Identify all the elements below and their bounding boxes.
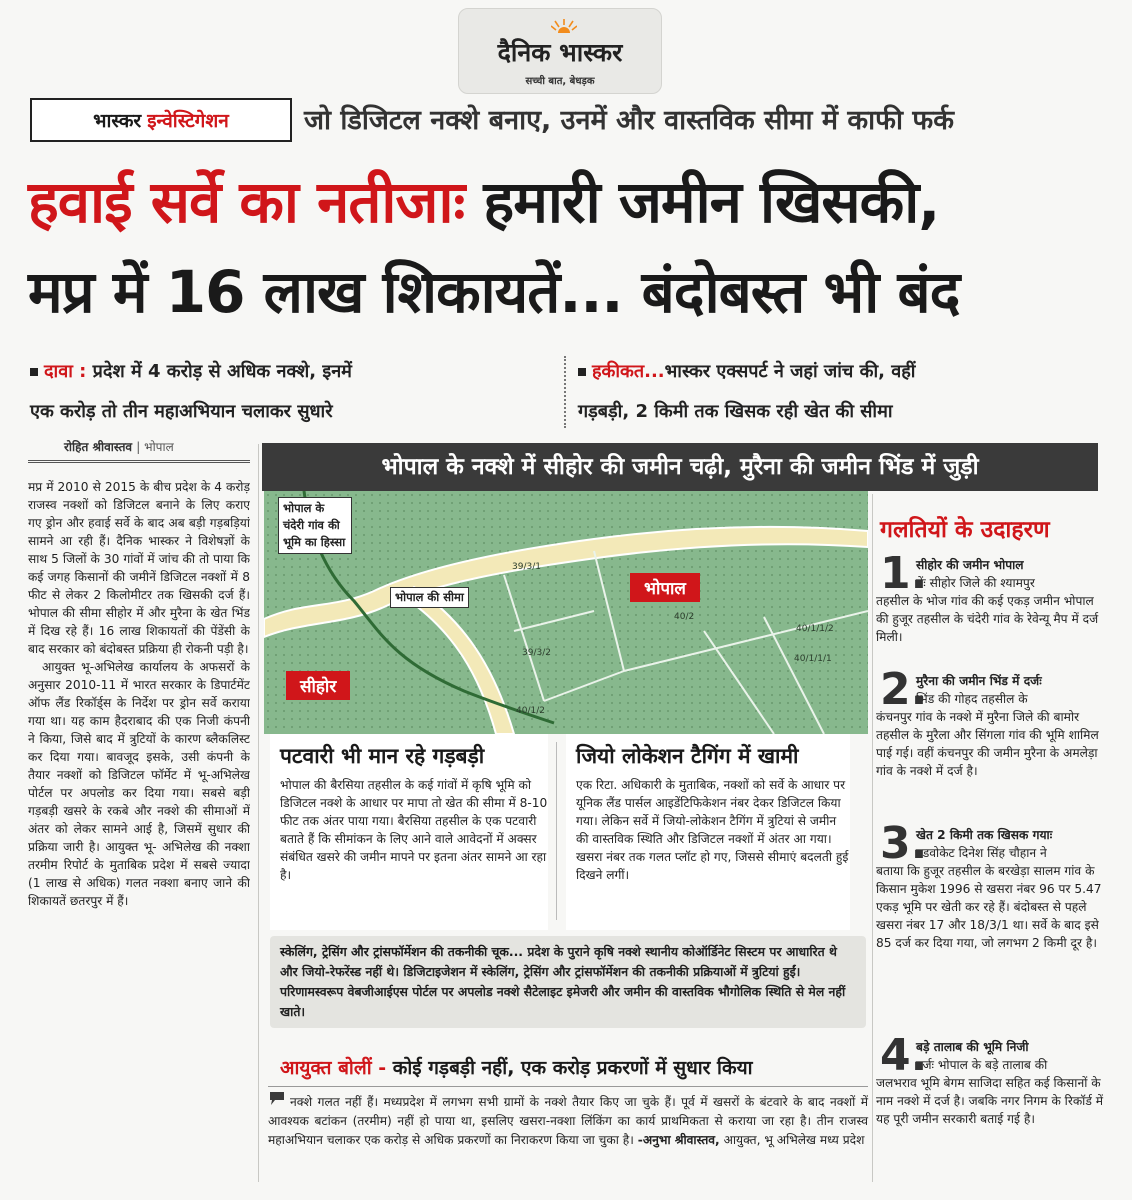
technical-body: प्रदेश के पुराने कृषि नक्शे स्थानीय कोऑर्डिनेट सिस्टम पर आधारित थे और जियो-रेफरेंस्ड नहीं थे। डिजिटाइजेशन में स्केलिंग, ट्रेसिंग और ट्रांसफॉर्मेशन की तकनीकी प्रक्रियाओं में त्रुटियां हुईं। परिणामस्वरूप वेबजीआईएस पोर्टल पर अपलोड नक्शे सैटेलाइट इमेजरी और जमीन की वास्तविक भौगोलिक स्थिति से मेल नहीं खाते। bbox=[280, 944, 846, 1019]
section-label-red: इन्वेस्टिगेशन bbox=[147, 110, 229, 132]
plot-number: 40/1/1/2 bbox=[796, 624, 834, 634]
boundary-callout: भोपाल की सीमा bbox=[390, 587, 469, 608]
error-example bbox=[876, 548, 1104, 646]
error-body: तहसील के भोज गांव की कई एकड़ जमीन भोपाल की हुजूर तहसील के चंदेरी गांव के रेवेन्यू मैप में दर्ज मिली। bbox=[876, 594, 1099, 644]
claim-block bbox=[30, 352, 560, 432]
bhopal-label: भोपाल bbox=[630, 573, 700, 602]
patwari-body: भोपाल की बैरसिया तहसील के कई गांवों में कृषि भूमि को डिजिटल नक्शे के आधार पर मापा तो खेत की सीमा में 8-10 फीट तक अंतर पाया गया। बैरसिया तहसील के एक पटवारी बताते हैं कि सीमांकन के लिए आने वाले आवेदनों में अक्सर संबंधित खसरे की जमीन मापने पर इतना अंतर सामने आ रहा है। bbox=[280, 778, 548, 882]
reality-line-2: गड़बड़ी, 2 किमी तक खिसक रही खेत की सीमा bbox=[578, 401, 893, 422]
commissioner-label: आयुक्त बोलीं - bbox=[280, 1057, 387, 1079]
box-divider bbox=[556, 742, 557, 920]
byline-author: रोहित श्रीवास्तव bbox=[64, 440, 133, 454]
error-body: कंचनपुर गांव के नक्शे में मुरैना जिले की बामोर तहसील के मुरैला और सिंगला गांव की भूमि शामिल पाई गई। वहीं कंचनपुर की जमीन मुरैना के अमलेड़ा गांव के नक्शे में दर्ज है। bbox=[876, 710, 1099, 778]
headline-line-2: मप्र में 16 लाख शिकायतें... बंदोबस्त भी बंद bbox=[28, 258, 960, 326]
error-head: मुरैना की जमीन भिंड में दर्जः bbox=[916, 674, 1042, 688]
geo-body: एक रिटा. अधिकारी के मुताबिक, नक्शों को सर्वे के आधार पर यूनिक लैंड पार्सल आइडेंटिफिकेशन नंबर देकर डिजिटल किया गया। लेकिन सर्वे में जियो-लोकेशन टैगिंग में त्रुटियां से जमीन की वास्तविक स्थिति और डिजिटल नक्शों में अंतर आ गया। खसरा नंबर तक गलत प्लॉट हो गए, जिससे सीमाएं बदलती हुई दिखने लगीं। bbox=[576, 778, 849, 882]
patwari-title: पटवारी भी मान रहे गड़बड़ी bbox=[280, 744, 485, 768]
masthead bbox=[458, 8, 662, 94]
reality-line-1: भास्कर एक्सपर्ट ने जहां जांच की, वहीं bbox=[664, 361, 916, 382]
commissioner-body: नक्शे गलत नहीं हैं। मध्यप्रदेश में लगभग सभी ग्रामों के नक्शे तैयार किए जा चुके हैं। पूर्व में खसरों के बंटवारे के बाद नक्शों में आवश्यक बटांकन (तरमीम) नहीं हो पाया था, इसलिए खसरा-नक्शा लिंकिंग का कार्य प्राथमिकता से कराया जा रहा है। तीन राजस्व महाअभियान चलाकर एक करोड़ से अधिक प्रकरणों का निराकरण किया जा चुका है। bbox=[268, 1095, 868, 1147]
error-first-line: मेंः सीहोर जिले की श्यामपुर bbox=[916, 576, 1035, 590]
map-graphic bbox=[264, 491, 868, 734]
error-number: 2. bbox=[880, 664, 928, 715]
sun-logo-icon bbox=[551, 19, 577, 33]
error-number: 3. bbox=[880, 818, 928, 869]
error-head: बड़े तालाब की भूमि निजी bbox=[916, 1040, 1029, 1054]
error-body: बताया कि हुजूर तहसील के बरखेड़ा सालम गांव के किसान मुकेश 1996 से खसरा नंबर 96 पर 5.47 एकड़ भूमि पर खेती कर रहे हैं। बंदोबस्त से पहले खसरा नंबर 17 और 18/3/1 था। सर्वे के बाद इसे 85 दर्ज कर दिया गया, जो लगभग 2 किमी दूर है। bbox=[876, 864, 1102, 950]
headline-line-1 bbox=[28, 160, 939, 244]
village-callout: भोपाल के चंदेरी गांव की भूमि का हिस्सा bbox=[278, 497, 352, 554]
commissioner-rule bbox=[268, 1086, 868, 1087]
section-label-black: भास्कर bbox=[93, 110, 142, 132]
plot-number: 39/3/2 bbox=[522, 648, 551, 658]
kicker-text: जो डिजिटल नक्शे बनाए, उनमें और वास्तविक सीमा में काफी फर्क bbox=[304, 105, 954, 136]
story-paragraph: मप्र में 2010 से 2015 के बीच प्रदेश के 4 करोड़ राजस्व नक्शों को डिजिटल बनाने के लिए कराए गए ड्रोन और हवाई सर्वे के बाद अब बड़ी गड़बड़ियां सामने आ रही हैं। दैनिक भास्कर ने विशेषज्ञों के साथ 5 जिलों के 30 गांवों में जांच की तो पाया कि कई जगह किसानों की जमीनें डिजिटल नक्शों में 8 फीट से लेकर 2 किलोमीटर तक खिसकी दर्ज हैं। भोपाल की सीमा सीहोर में और मुरैना के खेत भिंड में दिख रहे हैं। 16 लाख शिकायतों की पेंडेंसी के बाद सरकार को बंदोबस्त प्रक्रिया ही रोकनी पड़ी है। bbox=[28, 480, 250, 656]
plot-number: 40/1/2 bbox=[516, 706, 545, 716]
plot-number: 40/1/1/1 bbox=[794, 654, 832, 664]
reality-block bbox=[578, 352, 1108, 432]
error-head: खेत 2 किमी तक खिसक गयाः bbox=[916, 828, 1053, 842]
column-divider bbox=[872, 494, 873, 1182]
brand-name: दैनिक भास्कर bbox=[497, 38, 623, 67]
story-paragraph: आयुक्त भू-अभिलेख कार्यालय के अफसरों के अनुसार 2010-11 में भारत सरकार के डिपार्टमेंट ऑफ लैंड रिकॉर्ड्स के निर्देश पर ड्रोन सर्वे कराया गया था। यह काम हैदराबाद की एक निजी कंपनी ने किया, जिसे बाद में त्रुटियों के कारण ब्लैकलिस्ट कर दिया गया। बावजूद इसके, उसी कंपनी के तैयार नक्शों को डिजिटल फॉर्मेट में भू-अभिलेख पोर्टल पर अपलोड कर दिया गया। सबसे बड़ी गड़बड़ी खसरे के रकबे और नक्शे की सीमाओं में अंतर को लेकर सामने आई है, जिसमें सुधार की प्रक्रिया जारी है। आयुक्त भू- अभिलेख की नक्शा तरमीम रिपोर्ट के मुताबिक प्रदेश में सबसे ज्यादा (1 लाख से अधिक) गलत नक्शा बनाए जाने की शिकायतें छतरपुर में हैं। bbox=[28, 660, 250, 908]
error-example bbox=[876, 818, 1104, 952]
plot-number: 39/3/1 bbox=[512, 562, 541, 572]
error-first-line: दर्जः भोपाल के बड़े तालाब की bbox=[916, 1058, 1048, 1072]
reality-label: हकीकत... bbox=[592, 361, 665, 382]
brand-tagline: सच्ची बात, बेधड़क bbox=[525, 76, 595, 87]
headline-black: हमारी जमीन खिसकी, bbox=[483, 168, 940, 236]
bullet-icon bbox=[30, 368, 38, 376]
commissioner-signature: -अनुभा श्रीवास्तव, bbox=[637, 1133, 720, 1147]
geo-title: जियो लोकेशन टैगिंग में खामी bbox=[576, 744, 799, 768]
column-divider bbox=[258, 444, 259, 1182]
error-example bbox=[876, 664, 1104, 780]
error-first-line: एडवोकेट दिनेश सिंह चौहान ने bbox=[916, 846, 1047, 860]
commissioner-quote bbox=[268, 1090, 868, 1150]
error-number: 4. bbox=[880, 1030, 928, 1081]
map-title: भोपाल के नक्शे में सीहोर की जमीन चढ़ी, मुरैना की जमीन भिंड में जुड़ी bbox=[262, 443, 1098, 491]
error-number: 1. bbox=[880, 548, 928, 599]
errors-title: गलतियों के उदाहरण bbox=[880, 517, 1050, 543]
claim-label: दावा : bbox=[44, 361, 87, 382]
bullet-icon bbox=[578, 368, 586, 376]
technical-head: स्केलिंग, ट्रेसिंग और ट्रांसफॉर्मेशन की तकनीकी चूक... bbox=[280, 944, 523, 959]
byline-rule bbox=[28, 460, 250, 463]
error-first-line: भिंड की गोहद तहसील के bbox=[916, 692, 1028, 706]
claim-divider bbox=[564, 356, 566, 428]
patwari-box bbox=[270, 734, 548, 930]
headline-red: हवाई सर्वे का नतीजाः bbox=[28, 168, 465, 236]
commissioner-headline: कोई गड़बड़ी नहीं, एक करोड़ प्रकरणों में सुधार किया bbox=[392, 1057, 753, 1079]
error-example bbox=[876, 1030, 1104, 1128]
claim-line-2: एक करोड़ तो तीन महाअभियान चलाकर सुधारे bbox=[30, 401, 333, 422]
commissioner-designation: आयुक्त, भू अभिलेख मध्य प्रदेश bbox=[723, 1133, 865, 1147]
error-head: सीहोर की जमीन भोपाल bbox=[916, 558, 1024, 572]
sehore-label: सीहोर bbox=[286, 671, 350, 700]
error-body: जलभराव भूमि बेगम साजिदा सहित कई किसानों के नाम नक्शे में दर्ज है। जबकि नगर निगम के रिकॉर्ड में यह पूरी जमीन सरकारी बताई गई है। bbox=[876, 1076, 1104, 1126]
map-figure bbox=[264, 491, 868, 734]
commissioner-title bbox=[280, 1054, 870, 1080]
section-label bbox=[30, 98, 292, 142]
plot-number: 40/2 bbox=[674, 612, 695, 622]
main-story-column bbox=[28, 478, 250, 1178]
byline-city: भोपाल bbox=[144, 440, 174, 454]
technical-box bbox=[270, 936, 866, 1028]
claim-line-1: प्रदेश में 4 करोड़ से अधिक नक्शे, इनमें bbox=[92, 361, 352, 382]
geo-box bbox=[566, 734, 850, 930]
byline: रोहित श्रीवास्तव | भोपाल bbox=[64, 440, 174, 454]
quote-icon bbox=[268, 1090, 290, 1112]
